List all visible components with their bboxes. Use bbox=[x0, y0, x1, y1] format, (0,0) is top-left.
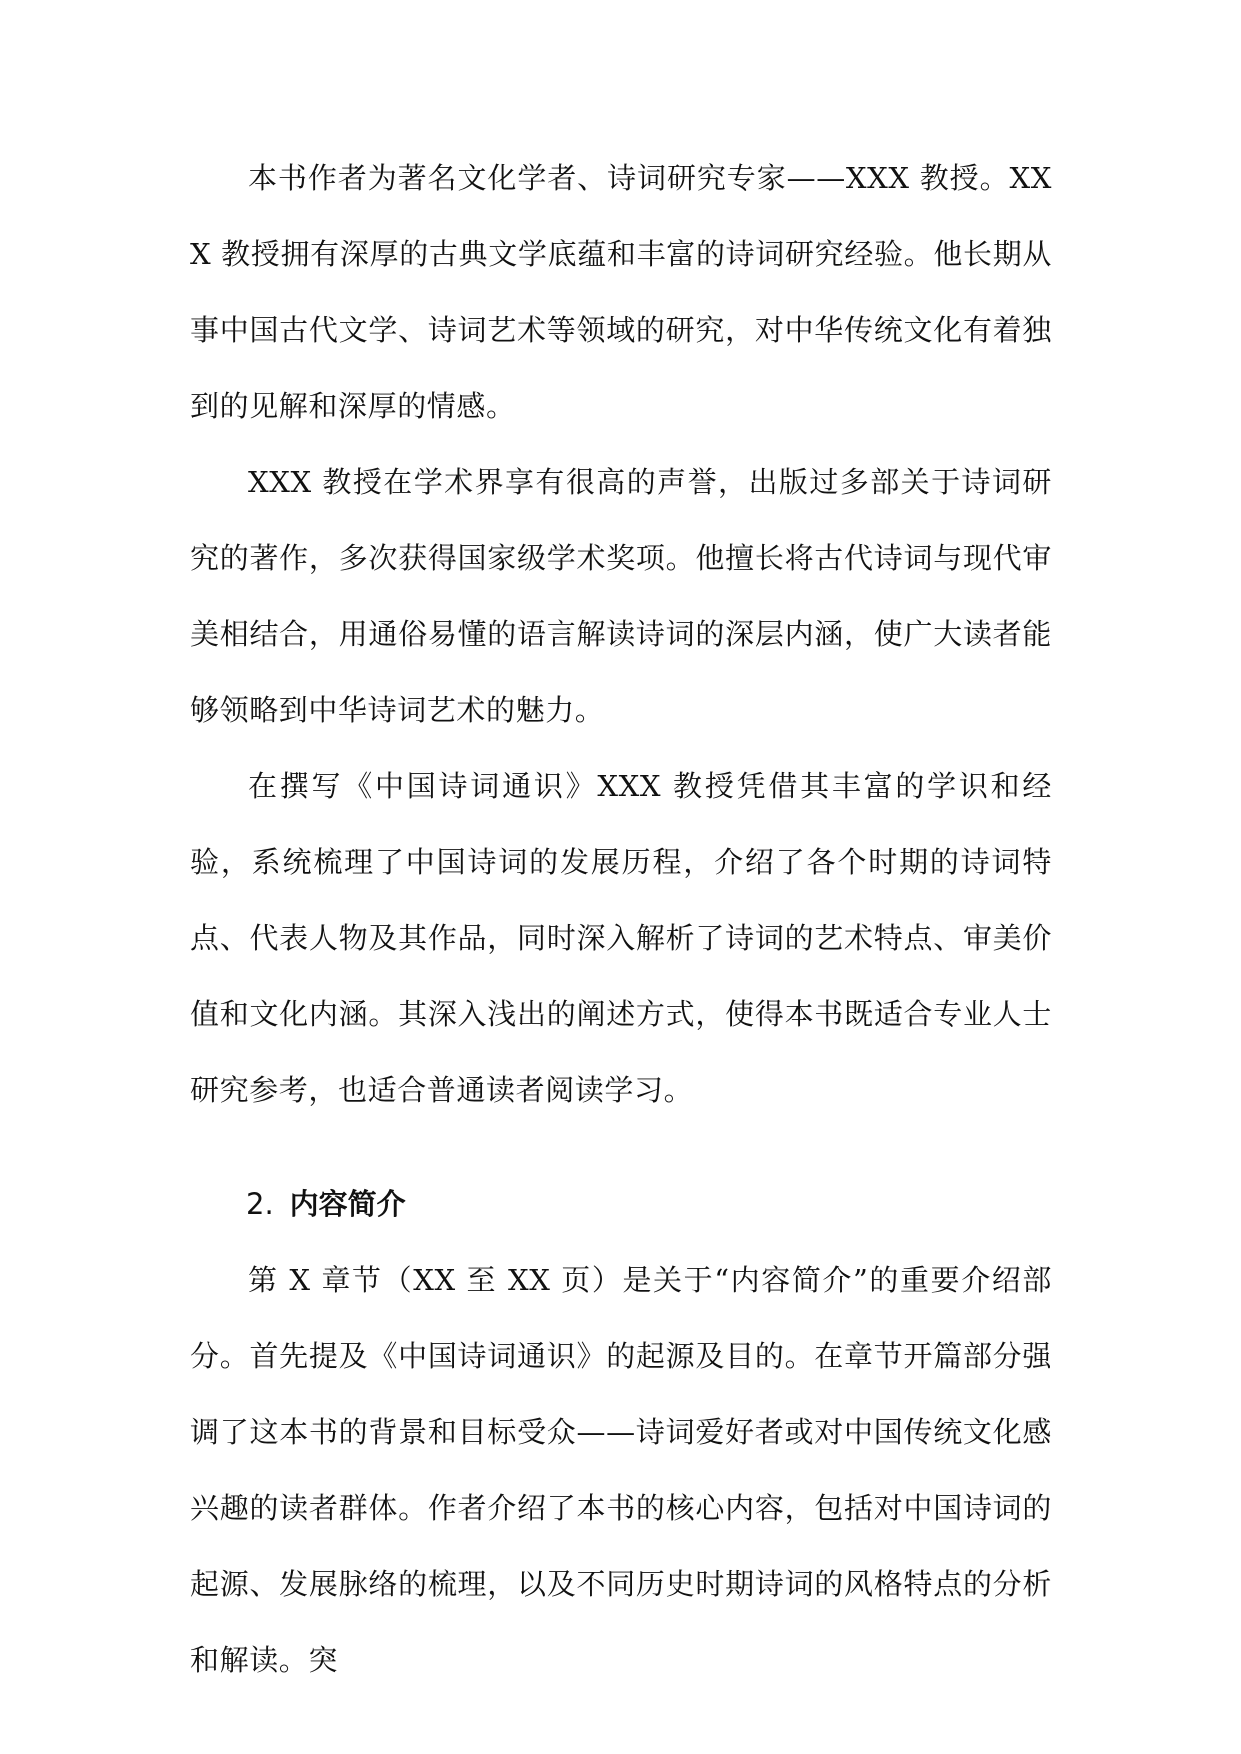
section-number: 2. bbox=[246, 1187, 274, 1221]
paragraph-content-summary: 第 X 章节（XX 至 XX 页）是关于“内容简介”的重要介绍部分。首先提及《中国诗词通识》的起源及目的。在章节开篇部分强调了这本书的背景和目标受众——诗词爱好者或对中国传统文化感兴趣的读者群体。作者介绍了本书的核心内容，包括对中国诗词的起源、发展脉络的梳理，以及不同历史时期诗词的风格特点的分析和解读。突 bbox=[190, 1263, 1052, 1677]
paragraph-author-reputation: XXX 教授在学术界享有很高的声誉，出版过多部关于诗词研究的著作，多次获得国家级学术奖项。他擅长将古代诗词与现代审美相结合，用通俗易懂的语言解读诗词的深层内涵，使广大读者能够领略到中华诗词艺术的魅力。 bbox=[190, 465, 1052, 727]
paragraph-book-writing: 在撰写《中国诗词通识》XXX 教授凭借其丰富的学识和经验，系统梳理了中国诗词的发展历程，介绍了各个时期的诗词特点、代表人物及其作品，同时深入解析了诗词的艺术特点、审美价值和文化内涵。其深入浅出的阐述方式，使得本书既适合专业人士研究参考，也适合普通读者阅读学习。 bbox=[190, 769, 1052, 1107]
section-heading-content-summary bbox=[190, 1166, 1052, 1242]
section-title: 内容简介 bbox=[289, 1187, 406, 1221]
document-body bbox=[190, 140, 1052, 1698]
paragraph-author-intro: 本书作者为著名文化学者、诗词研究专家——XXX 教授。XXX 教授拥有深厚的古典文学底蕴和丰富的诗词研究经验。他长期从事中国古代文学、诗词艺术等领域的研究，对中华传统文化有着独到的见解和深厚的情感。 bbox=[190, 161, 1052, 423]
